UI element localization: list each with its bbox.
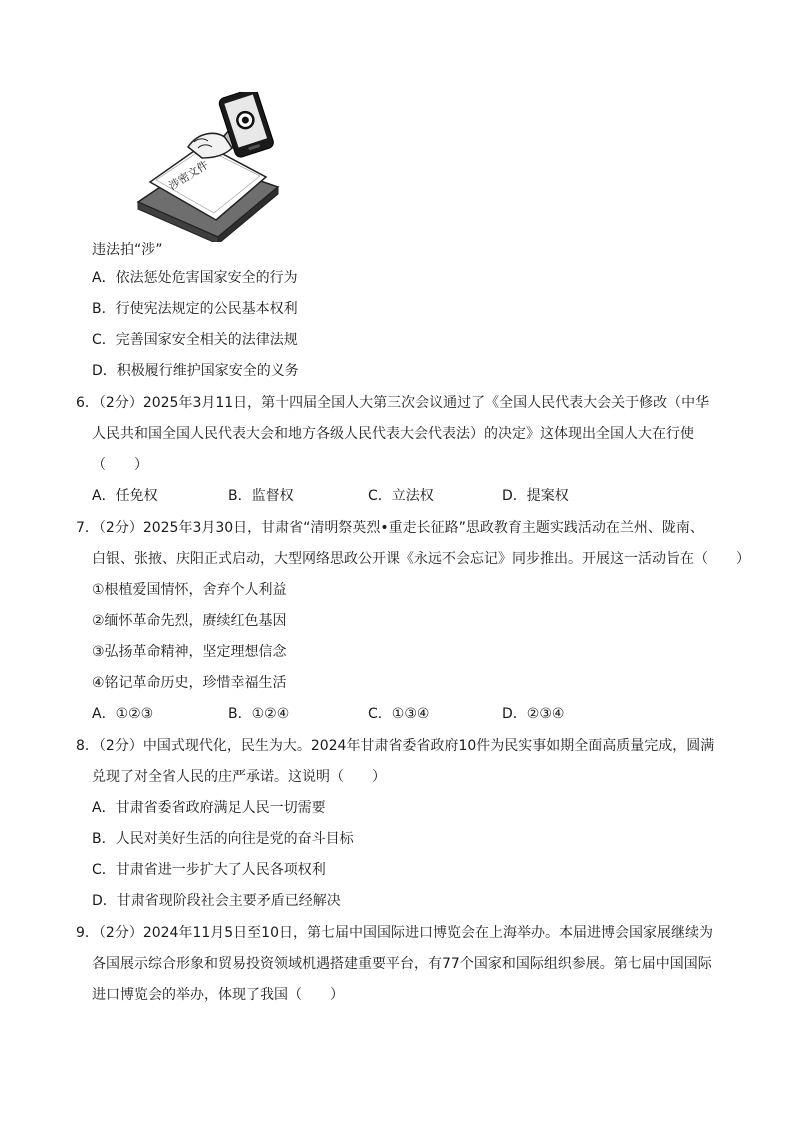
illustration [128,92,288,242]
q6-option-a[interactable]: A．任免权 [92,488,158,504]
q8-stem-line-2: 兑现了对全省人民的庄严承诺。这说明（ ） [92,769,386,785]
q7-item-3: ③弘扬革命精神，坚定理想信念 [92,644,287,660]
q5-option-c[interactable]: C．完善国家安全相关的法律法规 [92,332,298,348]
q5-option-b[interactable]: B．行使宪法规定的公民基本权利 [92,301,298,317]
q5-option-a[interactable]: A．依法惩处危害国家安全的行为 [92,270,298,286]
q6-answer-blank: （ ） [92,457,148,473]
q6-option-b[interactable]: B．监督权 [228,488,294,504]
q7-option-d[interactable]: D．②③④ [502,706,565,722]
q7-option-c[interactable]: C．①③④ [368,706,430,722]
q7-option-b[interactable]: B．①②④ [228,706,290,722]
q6-option-d[interactable]: D．提案权 [502,488,569,504]
q7-option-a[interactable]: A．①②③ [92,706,154,722]
q9-stem-line-1: 9．（2分）2024年11月5日至10日，第七届中国国际进口博览会在上海举办。本届进博会国家展继续为 [76,925,713,941]
q5-option-d[interactable]: D．积极履行维护国家安全的义务 [92,363,299,379]
photo-illustration-icon [128,92,288,242]
q7-stem-line-1: 7．（2分）2025年3月30日，甘肃省“清明祭英烈•重走长征路”思政教育主题实践活动在兰州、陇南、 [76,520,704,536]
q8-option-a[interactable]: A．甘肃省委省政府满足人民一切需要 [92,800,326,816]
stamp-text: 涉密文件 [166,158,211,193]
q7-item-2: ②缅怀革命先烈，赓续红色基因 [92,613,287,629]
q7-stem-line-2: 白银、张掖、庆阳正式启动，大型网络思政公开课《永远不会忘记》同步推出。开展这一活动旨在（ ） [92,551,750,567]
q6-stem-line-1: 6．（2分）2025年3月11日，第十四届全国人大第三次会议通过了《全国人民代表大会关于修改（中华 [76,395,710,411]
q8-option-b[interactable]: B．人民对美好生活的向往是党的奋斗目标 [92,831,354,847]
figure-caption: 违法拍“涉” [92,242,163,258]
q6-stem-line-2: 人民共和国全国人民代表大会和地方各级人民代表大会代表法）的决定》这体现出全国人大在行使 [92,426,694,442]
q6-option-c[interactable]: C．立法权 [368,488,434,504]
q9-stem-line-3: 进口博览会的举办，体现了我国（ ） [92,987,344,1003]
q8-option-d[interactable]: D．甘肃省现阶段社会主要矛盾已经解决 [92,893,341,909]
q7-item-4: ④铭记革命历史，珍惜幸福生活 [92,675,287,691]
q7-item-1: ①根植爱国情怀，舍弃个人利益 [92,582,287,598]
q9-stem-line-2: 各国展示综合形象和贸易投资领域机遇搭建重要平台，有77个国家和国际组织参展。第七届中国国际 [92,956,712,972]
q8-option-c[interactable]: C．甘肃省进一步扩大了人民各项权利 [92,862,326,878]
q8-stem-line-1: 8．（2分）中国式现代化，民生为大。2024年甘肃省委省政府10件为民实事如期全面高质量完成，圆满 [76,738,715,754]
